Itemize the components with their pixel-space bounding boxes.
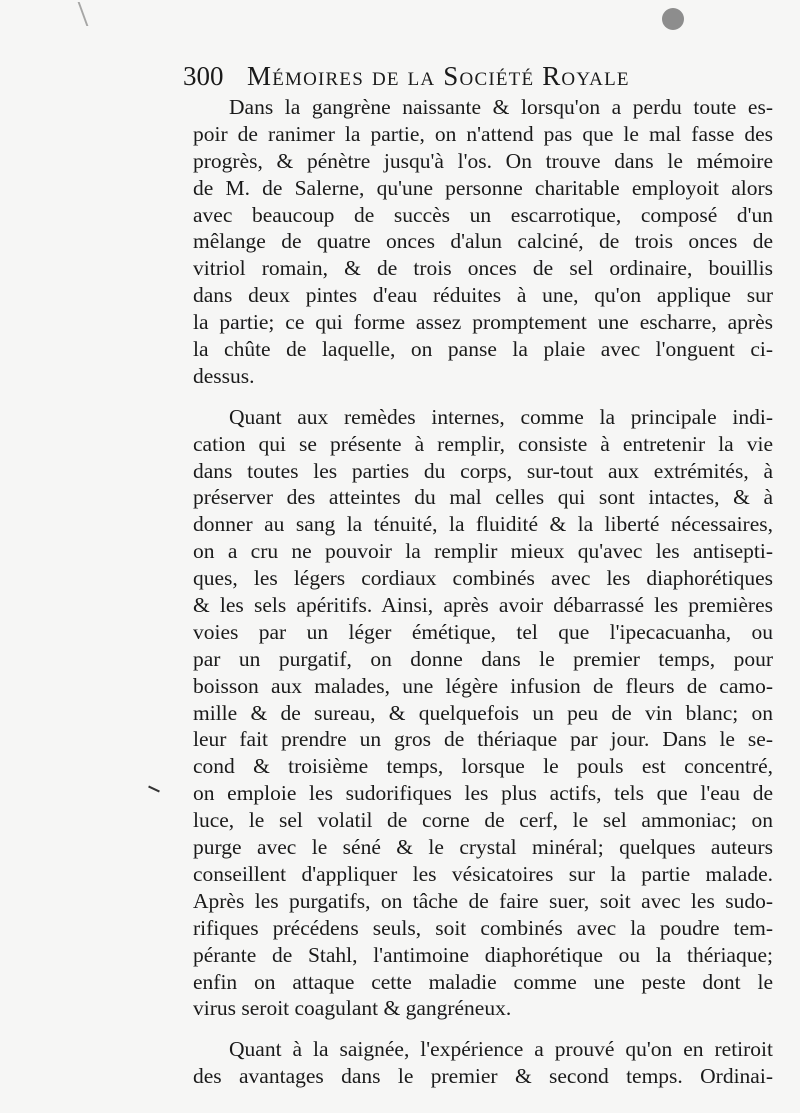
- text-line: conseillent d'appliquer les vésicatoires sur la partie malade.: [193, 861, 773, 886]
- text-line: Quant aux remèdes internes, comme la principale indi-: [229, 404, 773, 429]
- text-line: des avantages dans le premier & second temps. Ordinai-: [193, 1064, 773, 1089]
- running-header: [183, 60, 723, 92]
- text-line: donner au sang la ténuité, la fluidité & la liberté nécessaires,: [193, 512, 773, 537]
- text-line: la chûte de laquelle, on panse la plaie avec l'onguent ci-: [193, 337, 773, 362]
- text-line: dessus.: [193, 363, 255, 388]
- text-line: on emploie les sudorifiques les plus actifs, tels que l'eau de: [193, 781, 773, 806]
- text-line: par un purgatif, on donne dans le premier temps, pour: [193, 646, 773, 671]
- text-line: mille & de sureau, & quelquefois un peu de vin blanc; on: [193, 700, 773, 725]
- text-line: mêlange de quatre onces d'alun calciné, de trois onces de: [193, 229, 773, 254]
- paragraph: [193, 94, 773, 390]
- text-line: Dans la gangrène naissante & lorsqu'on a perdu toute es-: [229, 95, 773, 119]
- text-line: vitriol romain, & de trois onces de sel ordinaire, bouillis: [193, 256, 773, 281]
- text-line: dans deux pintes d'eau réduites à une, qu'on applique sur: [193, 283, 773, 308]
- text-line: enfin on attaque cette maladie comme une peste dont le: [193, 969, 773, 994]
- text-line: rifiques précédens seuls, soit combinés avec la poudre tem-: [193, 915, 773, 940]
- text-line: de M. de Salerne, qu'une personne charitable employoit alors: [193, 175, 773, 200]
- paragraph: [193, 1036, 773, 1090]
- text-line: la partie; ce qui forme assez promptement une escharre, après: [193, 310, 773, 335]
- text-line: préserver des atteintes du mal celles qui sont intactes, & à: [193, 485, 773, 510]
- margin-mark: [148, 786, 160, 793]
- text-line: boisson aux malades, une légère infusion de fleurs de camo-: [193, 673, 773, 698]
- body-text: [193, 94, 773, 1090]
- paragraph: [193, 404, 773, 1022]
- text-line: & les sels apéritifs. Ainsi, après avoir débarrassé les premières: [193, 593, 773, 618]
- ink-blot: [662, 8, 684, 30]
- running-title: Mémoires de la Société Royale: [247, 61, 630, 91]
- text-line: leur fait prendre un gros de thériaque par jour. Dans le se-: [193, 727, 773, 752]
- paragraph-gap: [193, 1022, 773, 1036]
- paragraph-gap: [193, 390, 773, 404]
- text-line: progrès, & pénètre jusqu'à l'os. On trouve dans le mémoire: [193, 148, 773, 173]
- text-line: avec beaucoup de succès un escarrotique, composé d'un: [193, 202, 773, 227]
- text-line: virus seroit coagulant & gangréneux.: [193, 996, 512, 1021]
- text-line: cation qui se présente à remplir, consiste à entretenir la vie: [193, 431, 773, 456]
- text-line: cond & troisième temps, lorsque le pouls est concentré,: [193, 754, 773, 779]
- text-line: purge avec le séné & le crystal minéral; quelques auteurs: [193, 835, 773, 860]
- text-line: poir de ranimer la partie, on n'attend pas que le mal fasse des: [193, 121, 773, 146]
- text-line: voies par un léger émétique, tel que l'ipecacuanha, ou: [193, 619, 773, 644]
- ink-mark: [78, 2, 111, 26]
- text-line: Après les purgatifs, on tâche de faire suer, soit avec les sudo-: [193, 888, 773, 913]
- text-line: Quant à la saignée, l'expérience a prouvé qu'on en retiroit: [229, 1037, 773, 1062]
- text-line: pérante de Stahl, l'antimoine diaphorétique ou la thériaque;: [193, 942, 773, 967]
- page-number: 300: [183, 61, 224, 91]
- text-line: on a cru ne pouvoir la remplir mieux qu'avec les antisepti-: [193, 539, 773, 564]
- text-line: dans toutes les parties du corps, sur-tout aux extrémités, à: [193, 458, 773, 483]
- text-line: luce, le sel volatil de corne de cerf, le sel ammoniac; on: [193, 808, 773, 833]
- text-line: ques, les légers cordiaux combinés avec les diaphorétiques: [193, 566, 773, 591]
